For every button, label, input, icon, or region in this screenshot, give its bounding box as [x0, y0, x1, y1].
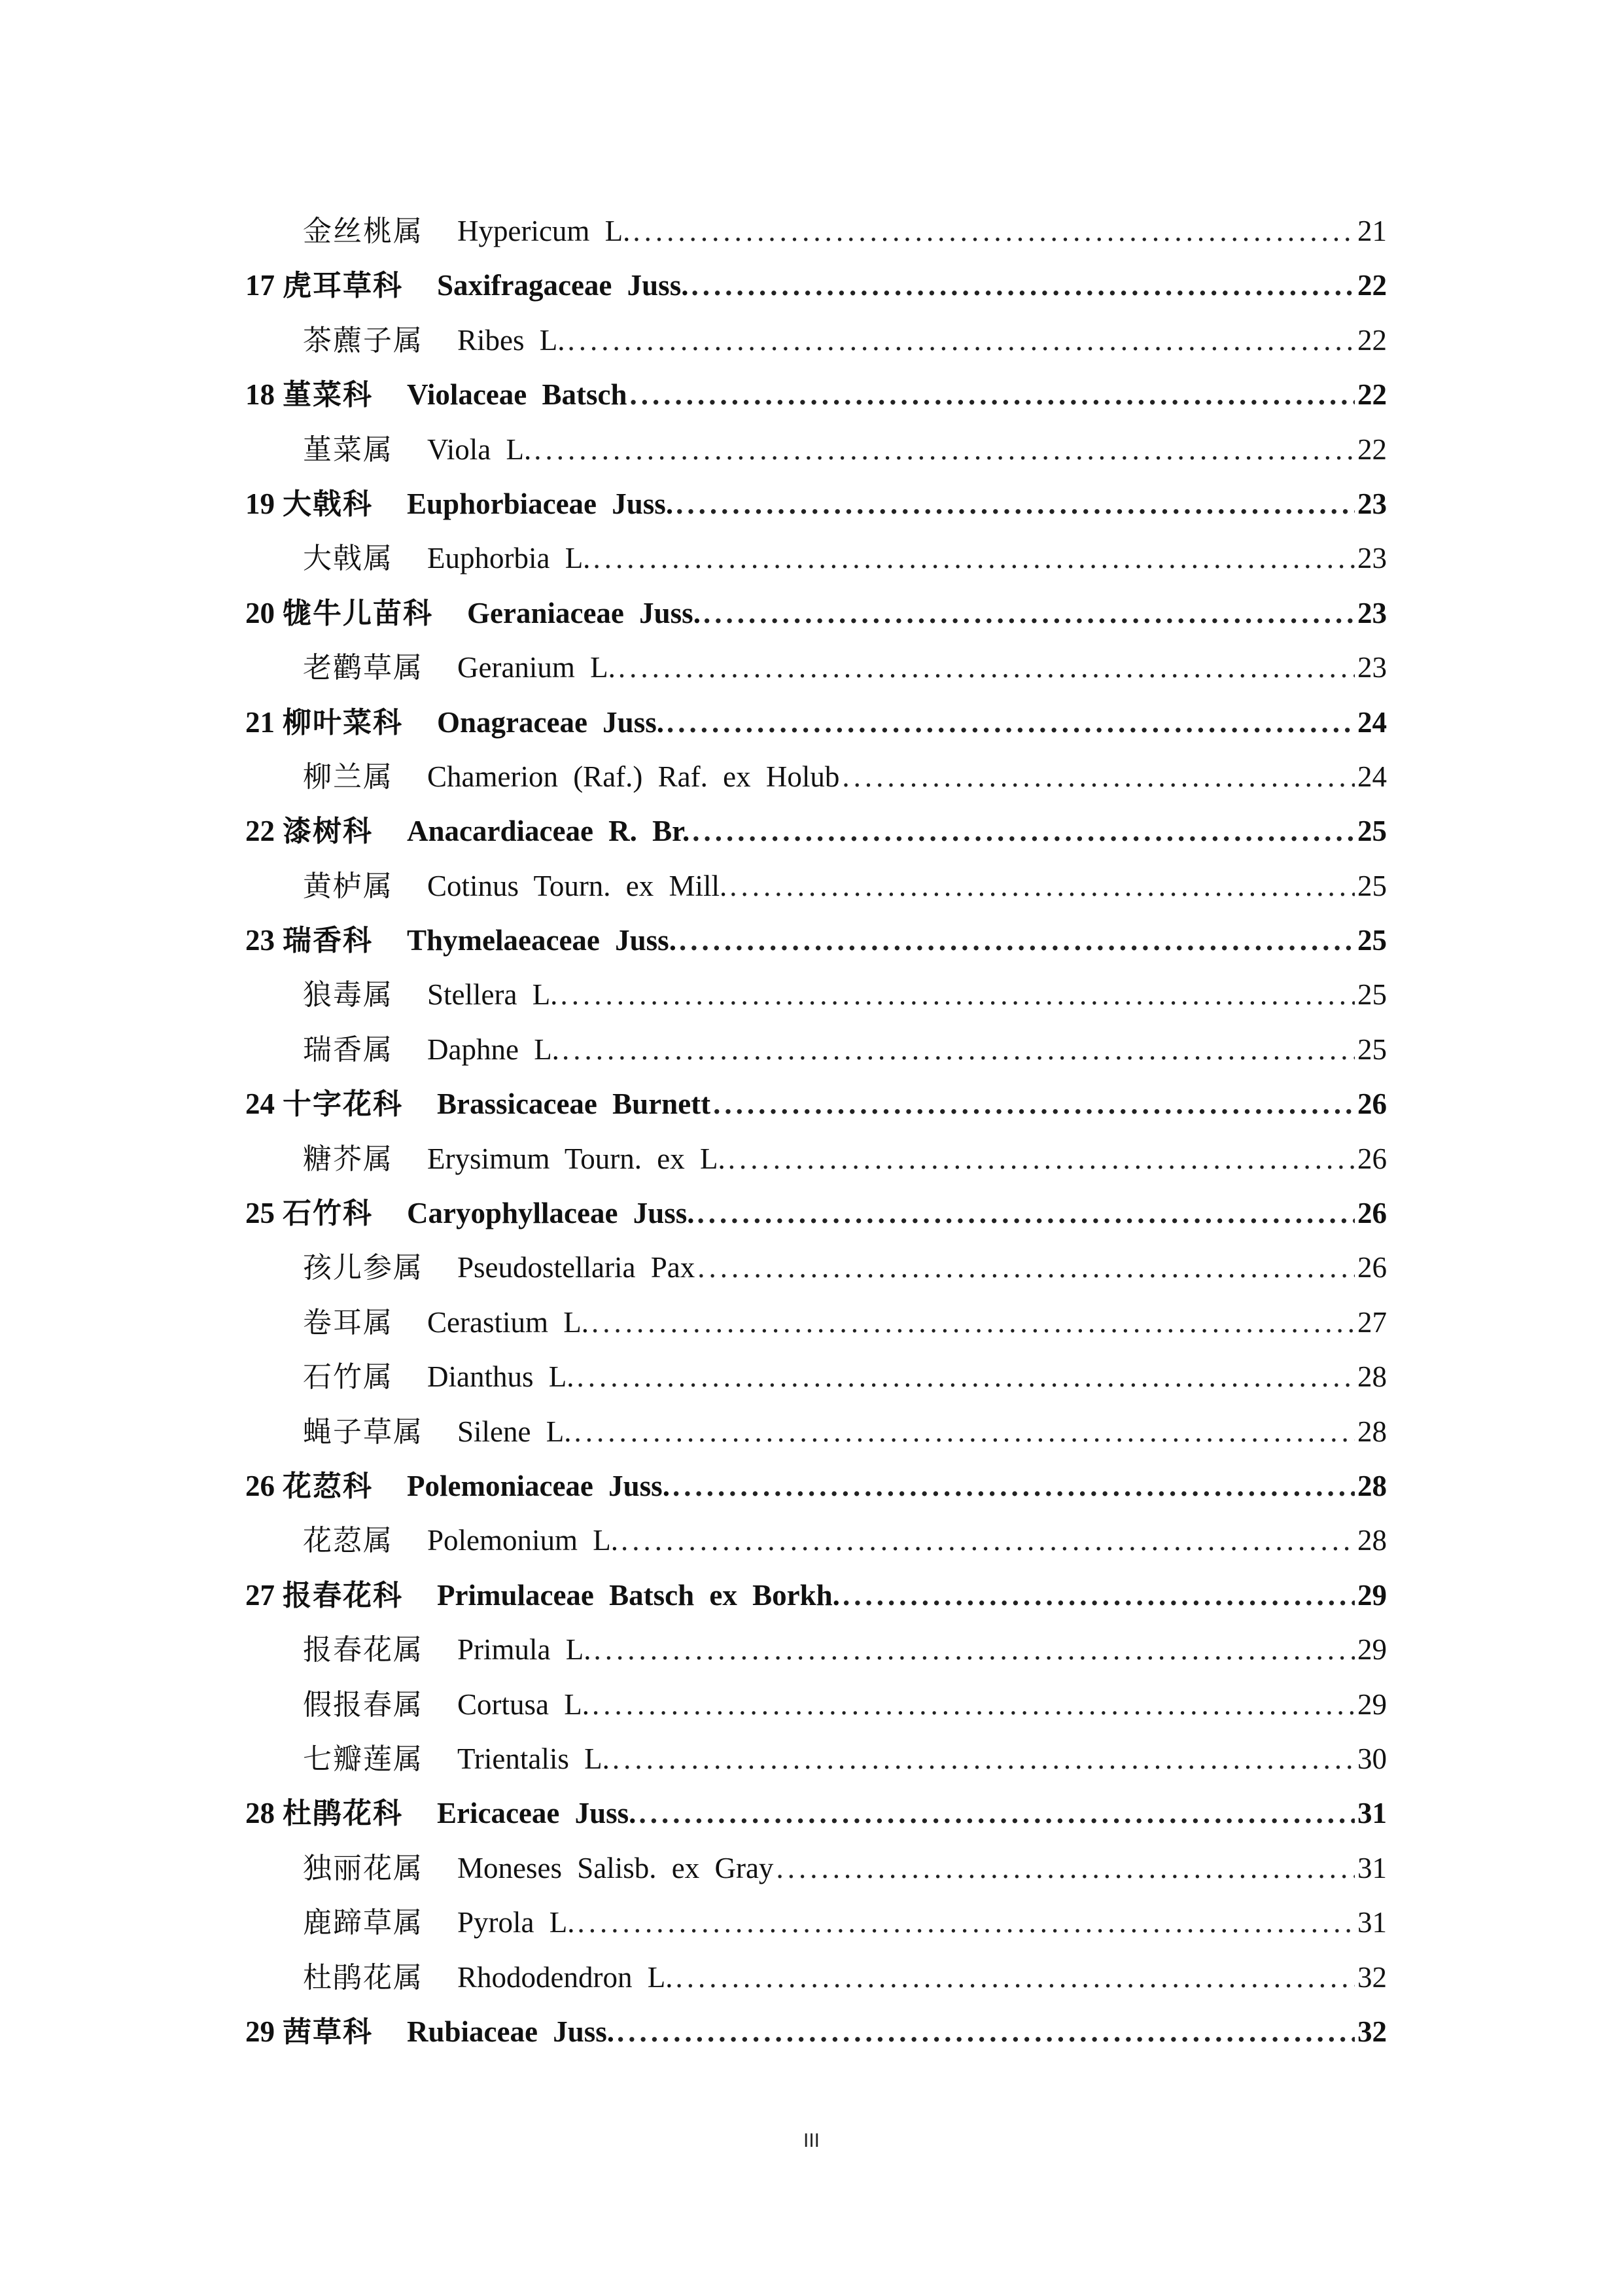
- entry-chinese-name: 蝇子草属: [303, 1415, 423, 1449]
- dot-leader: [672, 1459, 1355, 1513]
- entry-page-number: 30: [1357, 1742, 1387, 1775]
- entry-latin-name: Onagraceae Juss.: [437, 705, 664, 739]
- entry-number: 21: [245, 705, 275, 739]
- entry-chinese-name: 漆树科: [283, 815, 373, 849]
- dot-leader: [697, 1186, 1355, 1241]
- entry-chinese-name: 堇菜科: [283, 378, 373, 412]
- toc-family-entry[interactable]: [245, 1186, 1387, 1241]
- toc-genus-entry[interactable]: [245, 1241, 1387, 1295]
- entry-latin-name: Cerastium L.: [427, 1305, 589, 1339]
- entry-page-number: 24: [1357, 705, 1387, 739]
- entry-chinese-name: 花荵属: [303, 1524, 393, 1558]
- entry-page-number: 25: [1357, 869, 1387, 902]
- dot-leader: [667, 696, 1355, 750]
- entry-latin-name: Cortusa L.: [457, 1687, 589, 1721]
- entry-latin-name: Geraniaceae Juss.: [467, 596, 701, 629]
- entry-page-number: 29: [1357, 1687, 1387, 1721]
- entry-page-number: 22: [1357, 323, 1387, 357]
- entry-latin-name: Viola L.: [427, 433, 532, 466]
- entry-page-number: 28: [1357, 1360, 1387, 1394]
- entry-latin-name: Primula L.: [457, 1633, 591, 1667]
- dot-leader: [593, 531, 1355, 586]
- dot-leader: [591, 1296, 1355, 1350]
- toc-genus-entry[interactable]: [245, 1678, 1387, 1732]
- dot-leader: [592, 1678, 1355, 1732]
- entry-chinese-name: 柳兰属: [303, 760, 393, 794]
- entry-latin-name: Hypericum L.: [457, 215, 631, 247]
- entry-page-number: 29: [1357, 1578, 1387, 1612]
- toc-family-entry[interactable]: [245, 696, 1387, 750]
- dot-leader: [562, 1023, 1355, 1077]
- entry-page-number: 27: [1357, 1305, 1387, 1339]
- dot-leader: [574, 1405, 1355, 1459]
- entry-latin-name: Stellera L.: [427, 978, 558, 1012]
- entry-number: 22: [245, 815, 275, 848]
- entry-chinese-name: 瑞香属: [303, 1033, 393, 1067]
- entry-page-number: 32: [1357, 2015, 1387, 2048]
- entry-page-number: 32: [1357, 1960, 1387, 1994]
- entry-chinese-name: 大戟属: [303, 542, 393, 576]
- toc-family-entry[interactable]: [245, 1077, 1387, 1131]
- entry-page-number: 31: [1357, 1797, 1387, 1830]
- entry-number: 28: [245, 1797, 275, 1830]
- dot-leader: [621, 1513, 1355, 1568]
- entry-latin-name: Euphorbia L.: [427, 542, 591, 575]
- dot-leader: [692, 804, 1355, 858]
- entry-page-number: 22: [1357, 433, 1387, 466]
- entry-latin-name: Euphorbiaceae Juss.: [407, 487, 674, 520]
- entry-latin-name: Erysimum Tourn. ex L.: [427, 1142, 725, 1175]
- dot-leader: [728, 1132, 1355, 1186]
- toc-family-entry[interactable]: [245, 477, 1387, 531]
- toc-genus-entry[interactable]: [245, 859, 1387, 913]
- entry-latin-name: Geranium L.: [457, 651, 616, 684]
- toc-genus-entry[interactable]: [245, 641, 1387, 695]
- entry-page-number: 26: [1357, 1251, 1387, 1284]
- entry-page-number: 25: [1357, 924, 1387, 957]
- entry-latin-name: Anacardiaceae R. Br.: [407, 815, 690, 848]
- entry-page-number: 26: [1357, 1087, 1387, 1121]
- page-number: III: [803, 2130, 820, 2151]
- entry-latin-name: Saxifragaceae Juss.: [437, 269, 689, 302]
- entry-chinese-name: 牻牛儿苗科: [283, 596, 433, 630]
- dot-leader: [577, 1896, 1355, 1950]
- entry-chinese-name: 茶藨子属: [303, 323, 423, 357]
- entry-latin-name: Ericaceae Juss.: [437, 1797, 637, 1830]
- table-of-contents: [245, 204, 1387, 2059]
- toc-genus-entry[interactable]: [245, 1350, 1387, 1404]
- dot-leader: [776, 1841, 1355, 1896]
- dot-leader: [675, 1951, 1355, 2005]
- dot-leader: [534, 423, 1355, 477]
- entry-latin-name: Rubiaceae Juss.: [407, 2015, 615, 2048]
- entry-number: 24: [245, 1087, 275, 1121]
- entry-latin-name: Polemoniaceae Juss.: [407, 1469, 670, 1502]
- entry-chinese-name: 孩儿参属: [303, 1251, 423, 1285]
- toc-genus-entry[interactable]: [245, 1513, 1387, 1568]
- dot-leader: [691, 258, 1355, 313]
- entry-chinese-name: 糖芥属: [303, 1142, 393, 1176]
- toc-genus-entry[interactable]: [245, 968, 1387, 1022]
- dot-leader: [729, 859, 1355, 913]
- toc-genus-entry[interactable]: [245, 1132, 1387, 1186]
- entry-latin-name: Pseudostellaria Pax: [457, 1251, 695, 1284]
- entry-chinese-name: 花荵科: [283, 1469, 373, 1503]
- entry-page-number: 25: [1357, 978, 1387, 1012]
- entry-page-number: 28: [1357, 1524, 1387, 1557]
- toc-family-entry[interactable]: [245, 913, 1387, 968]
- entry-page-number: 22: [1357, 269, 1387, 302]
- entry-chinese-name: 堇菜属: [303, 433, 393, 467]
- entry-page-number: 31: [1357, 1851, 1387, 1884]
- dot-leader: [560, 968, 1355, 1022]
- dot-leader: [842, 750, 1355, 804]
- entry-latin-name: Cotinus Tourn. ex Mill.: [427, 869, 727, 902]
- entry-number: 18: [245, 378, 275, 412]
- entry-chinese-name: 柳叶菜科: [283, 705, 403, 739]
- entry-chinese-name: 石竹科: [283, 1197, 373, 1231]
- entry-page-number: 21: [1357, 215, 1387, 247]
- entry-latin-name: Caryophyllaceae Juss.: [407, 1197, 695, 1230]
- entry-chinese-name: 报春花科: [283, 1578, 403, 1612]
- entry-page-number: 24: [1357, 760, 1387, 793]
- dot-leader: [713, 1077, 1355, 1131]
- toc-genus-entry[interactable]: [245, 750, 1387, 804]
- entry-chinese-name: 老鹳草属: [303, 651, 423, 685]
- toc-genus-entry[interactable]: [245, 531, 1387, 586]
- dot-leader: [568, 313, 1355, 368]
- dot-leader: [633, 204, 1355, 258]
- entry-number: 25: [245, 1197, 275, 1230]
- entry-page-number: 22: [1357, 378, 1387, 412]
- entry-number: 29: [245, 2015, 275, 2048]
- entry-page-number: 23: [1357, 487, 1387, 520]
- entry-page-number: 28: [1357, 1469, 1387, 1502]
- entry-chinese-name: 鹿蹄草属: [303, 1906, 423, 1940]
- entry-latin-name: Violaceae Batsch: [407, 378, 627, 412]
- entry-chinese-name: 独丽花属: [303, 1851, 423, 1885]
- entry-latin-name: Ribes L.: [457, 323, 565, 357]
- toc-family-entry[interactable]: [245, 1459, 1387, 1513]
- entry-latin-name: Silene L.: [457, 1415, 572, 1448]
- entry-chinese-name: 石竹属: [303, 1360, 393, 1394]
- entry-chinese-name: 报春花属: [303, 1633, 423, 1667]
- entry-number: 26: [245, 1469, 275, 1502]
- entry-page-number: 23: [1357, 596, 1387, 629]
- entry-number: 23: [245, 924, 275, 957]
- entry-latin-name: Dianthus L.: [427, 1360, 574, 1394]
- toc-genus-entry[interactable]: [245, 1296, 1387, 1350]
- entry-chinese-name: 虎耳草科: [283, 269, 403, 303]
- entry-latin-name: Daphne L.: [427, 1033, 559, 1066]
- entry-number: 19: [245, 487, 275, 520]
- entry-chinese-name: 金丝桃属: [303, 215, 423, 248]
- toc-genus-entry[interactable]: [245, 1405, 1387, 1459]
- entry-latin-name: Rhododendron L.: [457, 1960, 673, 1994]
- entry-chinese-name: 狼毒属: [303, 978, 393, 1012]
- toc-genus-entry[interactable]: [245, 204, 1387, 258]
- entry-latin-name: Brassicaceae Burnett: [437, 1087, 711, 1121]
- entry-number: 17: [245, 269, 275, 302]
- entry-chinese-name: 大戟科: [283, 487, 373, 521]
- toc-genus-entry[interactable]: [245, 313, 1387, 368]
- entry-number: 20: [245, 596, 275, 629]
- entry-latin-name: Moneses Salisb. ex Gray: [457, 1851, 774, 1884]
- entry-page-number: 26: [1357, 1142, 1387, 1175]
- toc-genus-entry[interactable]: [245, 1023, 1387, 1077]
- dot-leader: [593, 1623, 1355, 1677]
- entry-number: 27: [245, 1578, 275, 1612]
- toc-genus-entry[interactable]: [245, 423, 1387, 477]
- toc-genus-entry[interactable]: [245, 1732, 1387, 1786]
- toc-family-entry[interactable]: [245, 368, 1387, 422]
- entry-page-number: 23: [1357, 542, 1387, 575]
- dot-leader: [617, 2005, 1355, 2059]
- entry-latin-name: Pyrola L.: [457, 1906, 575, 1939]
- toc-family-entry[interactable]: [245, 258, 1387, 313]
- toc-family-entry[interactable]: [245, 2005, 1387, 2059]
- toc-genus-entry[interactable]: [245, 1896, 1387, 1950]
- entry-latin-name: Polemonium L.: [427, 1524, 618, 1557]
- dot-leader: [703, 586, 1355, 641]
- entry-page-number: 29: [1357, 1633, 1387, 1667]
- dot-leader: [843, 1568, 1355, 1623]
- dot-leader: [630, 368, 1355, 422]
- entry-page-number: 28: [1357, 1415, 1387, 1448]
- entry-page-number: 31: [1357, 1906, 1387, 1939]
- dot-leader: [679, 913, 1355, 968]
- entry-chinese-name: 七瓣莲属: [303, 1742, 423, 1776]
- dot-leader: [576, 1350, 1355, 1404]
- dot-leader: [676, 477, 1355, 531]
- entry-page-number: 26: [1357, 1197, 1387, 1230]
- toc-genus-entry[interactable]: [245, 1841, 1387, 1896]
- dot-leader: [638, 1786, 1355, 1841]
- toc-family-entry[interactable]: [245, 804, 1387, 858]
- toc-family-entry[interactable]: [245, 1786, 1387, 1841]
- entry-page-number: 25: [1357, 815, 1387, 848]
- entry-latin-name: Thymelaeaceae Juss.: [407, 924, 676, 957]
- entry-chinese-name: 杜鹃花属: [303, 1960, 423, 1994]
- toc-family-entry[interactable]: [245, 586, 1387, 641]
- entry-latin-name: Primulaceae Batsch ex Borkh.: [437, 1578, 840, 1612]
- dot-leader: [697, 1241, 1355, 1295]
- entry-chinese-name: 黄栌属: [303, 869, 393, 903]
- toc-genus-entry[interactable]: [245, 1623, 1387, 1677]
- entry-chinese-name: 茜草科: [283, 2015, 373, 2049]
- entry-chinese-name: 卷耳属: [303, 1305, 393, 1339]
- toc-genus-entry[interactable]: [245, 1951, 1387, 2005]
- entry-chinese-name: 瑞香科: [283, 924, 373, 958]
- entry-chinese-name: 假报春属: [303, 1687, 423, 1722]
- dot-leader: [618, 641, 1355, 695]
- dot-leader: [612, 1732, 1355, 1786]
- entry-latin-name: Trientalis L.: [457, 1742, 610, 1775]
- entry-page-number: 23: [1357, 651, 1387, 684]
- entry-chinese-name: 杜鹃花科: [283, 1797, 403, 1831]
- entry-latin-name: Chamerion (Raf.) Raf. ex Holub: [427, 760, 840, 793]
- toc-family-entry[interactable]: [245, 1568, 1387, 1623]
- entry-chinese-name: 十字花科: [283, 1087, 403, 1122]
- entry-page-number: 25: [1357, 1033, 1387, 1066]
